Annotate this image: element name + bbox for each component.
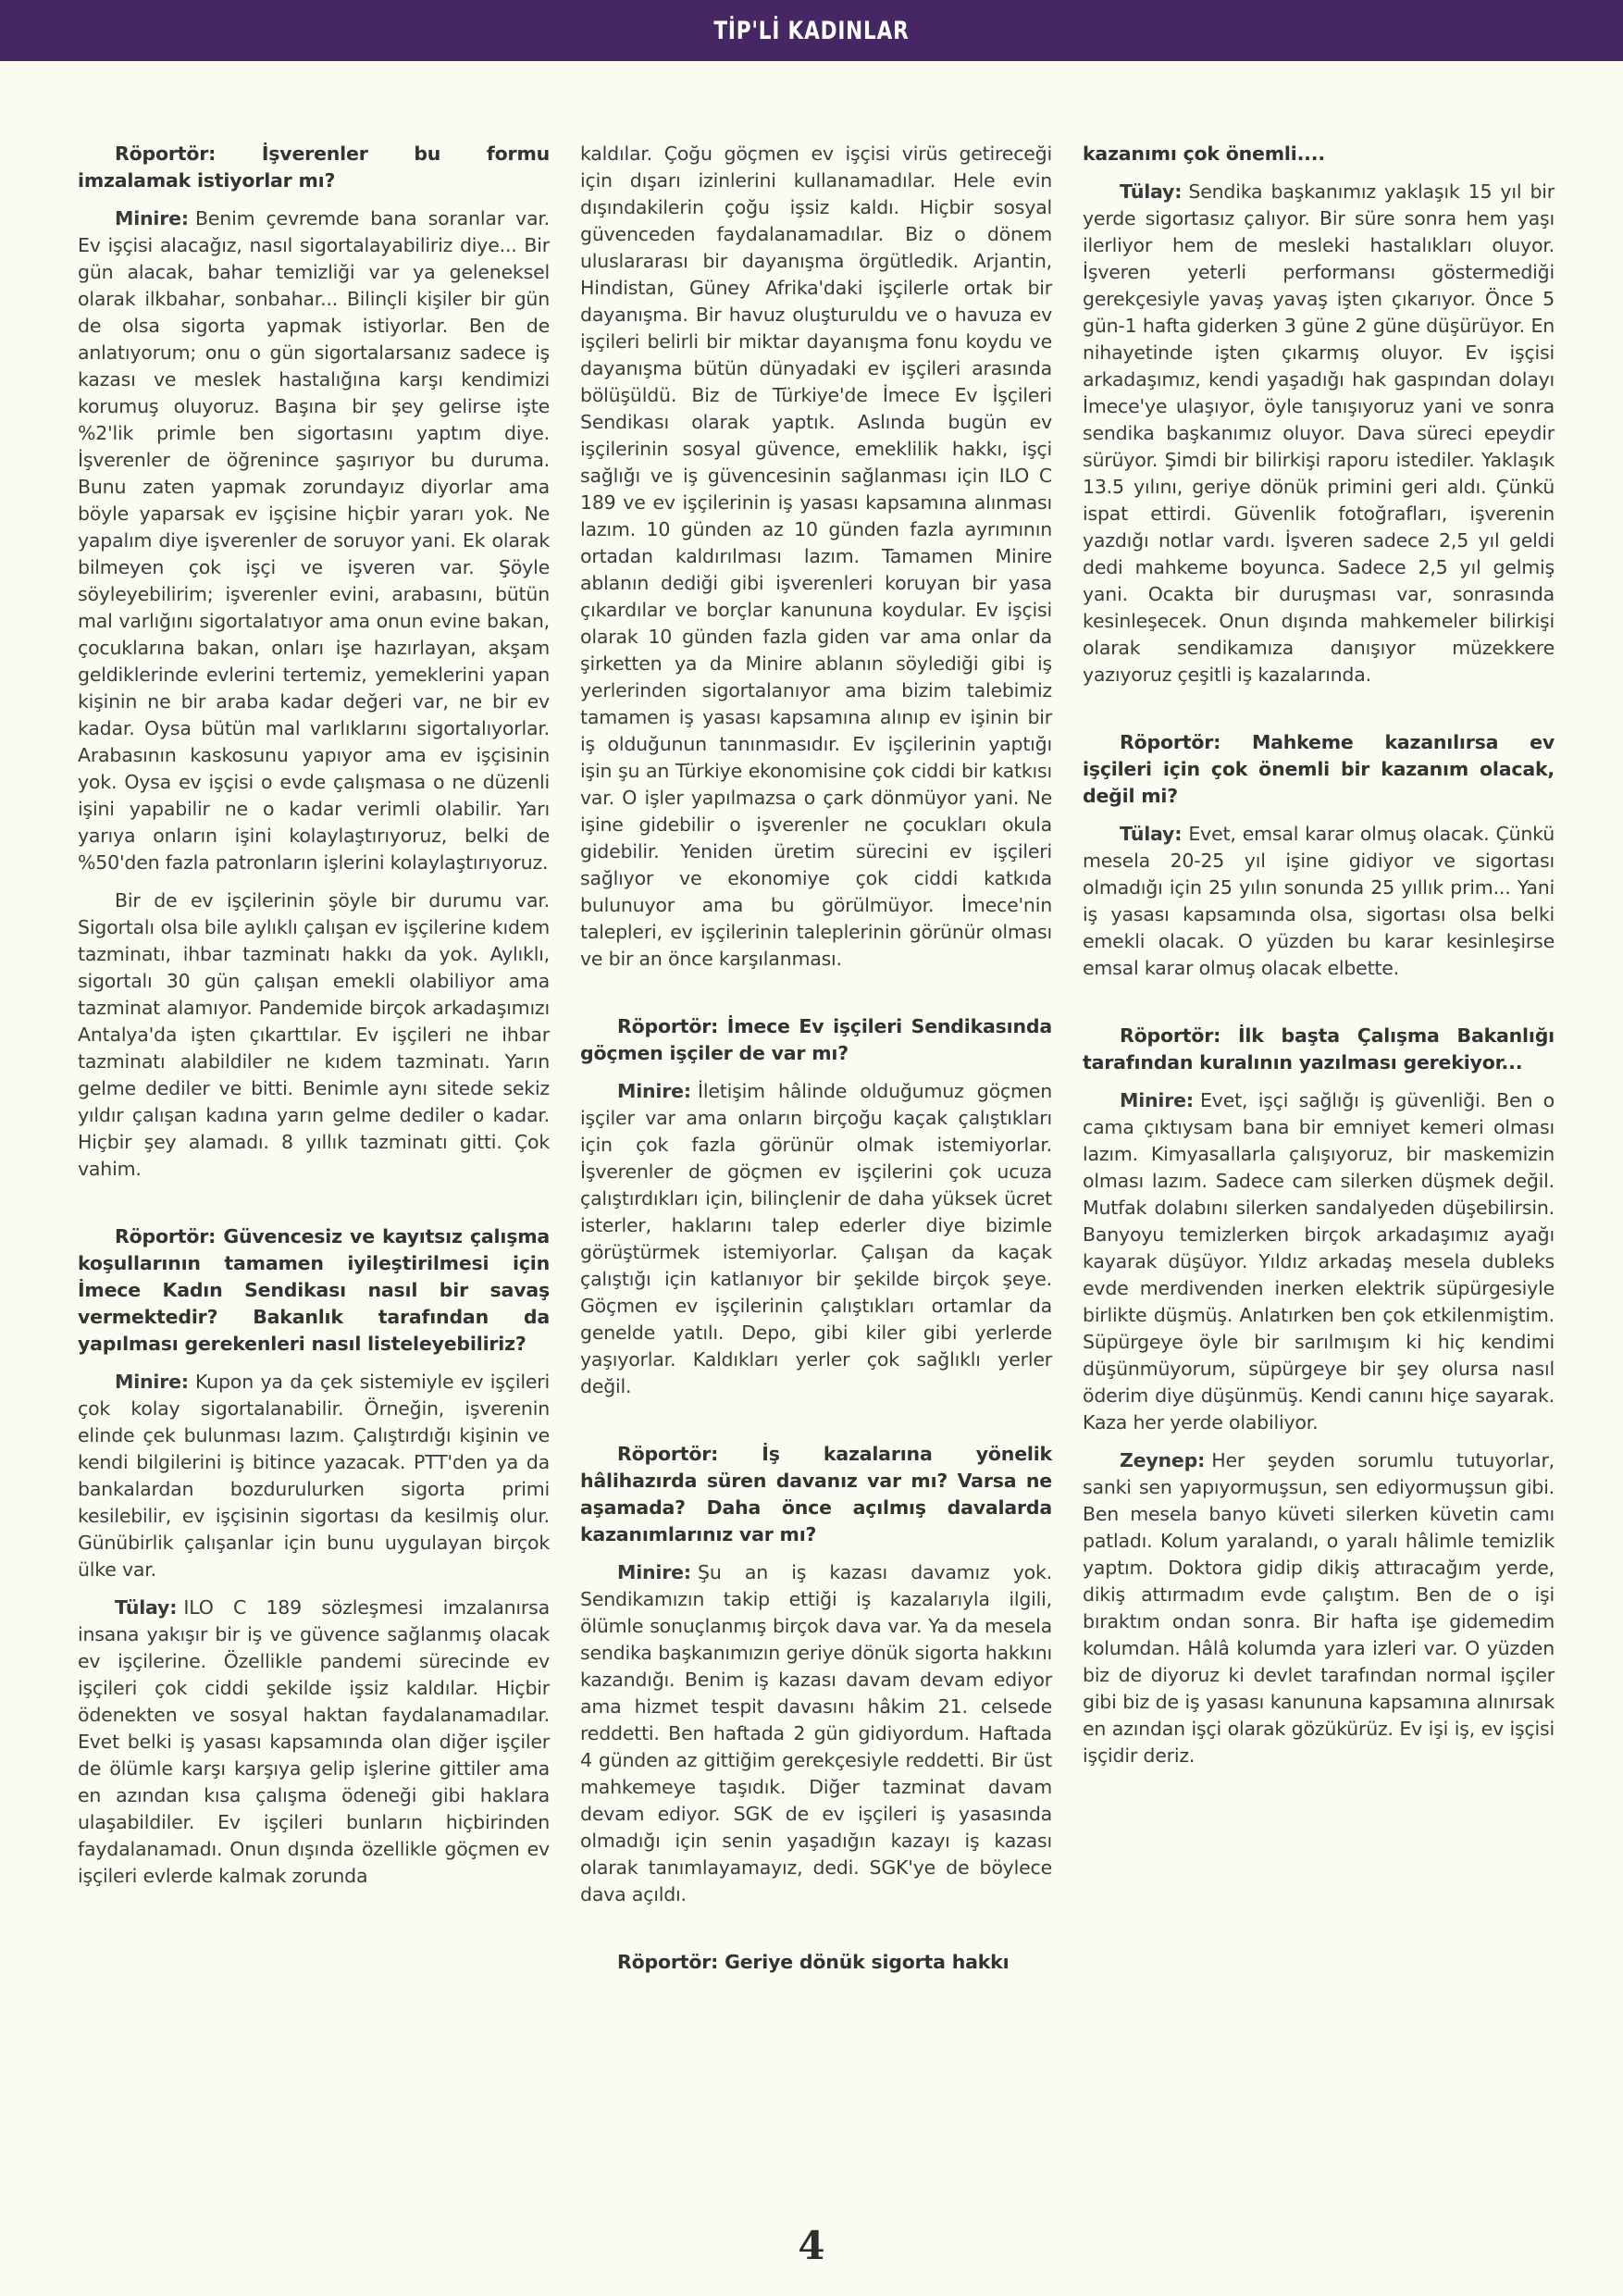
interview-question: Röportör: İmece Ev işçileri Sendikasında göçmen işçiler de var mı? — [580, 1015, 1052, 1064]
speaker-name: Minire: — [617, 1080, 691, 1102]
speaker-name: Minire: — [115, 207, 189, 230]
page-title: TİP'Lİ KADINLAR — [713, 16, 910, 45]
article-column-2 — [580, 141, 1052, 1987]
interview-answer — [580, 1559, 1052, 1908]
answer-continuation — [580, 141, 1052, 973]
page-number: 4 — [798, 2223, 825, 2268]
speaker-name: Minire: — [115, 1371, 189, 1393]
interview-answer — [78, 887, 550, 1183]
speaker-name: Minire: — [1120, 1089, 1194, 1111]
article-column-1 — [78, 141, 550, 1987]
speaker-name: Tülay: — [115, 1596, 178, 1619]
interview-answer — [1083, 1447, 1555, 1769]
answer-text: Her şeyden sorumlu tutuyorlar, sanki sen yapıyormuşsun, sen ediyormuşsun gibi. Ben mesela banyo küveti silerken küvetin camı patladı. Kolum yaralandı, o yaralı hâlimle temizlik yaptım. Doktora gidip dikiş attıracağım yerde, dikiş attırmadım evde çalıştım. Ben de o işi bıraktım ondan sonra. Bir hafta işe gidemedim kolumdan. Hâlâ kolumda yara izleri var. O yüzden biz de diyoruz ki devlet tarafından normal işçiler gibi biz de iş yasası kanununa kapsamına alınırsak en azından işçi olarak gözükürüz. Ev işi iş, ev işçisi işçidir deriz. — [1083, 1449, 1555, 1767]
answer-text: kaldılar. Çoğu göçmen ev işçisi virüs getireceği için dışarı izinlerini kullanamadılar. Hele evin dışındakilerin çoğu işsiz kaldı. Hiçbir sosyal güvenceden faydalanamadılar. Biz o dönem uluslararası bir dayanışma örgütledik. Arjantin, Hindistan, Güney Afrika'daki işçilerle ortak bir dayanışma. Bir havuz oluşturuldu ve o havuza ev işçileri belirli bir miktar dayanışma fonu koydu ve dayanışma bütün dünyadaki ev işçileri arasında bölüşüldü. Biz de Türkiye'de İmece Ev İşçileri Sendikası olarak yaptık. Aslında bugün ev işçilerinin sosyal güvence, emeklilik hakkı, işçi sağlığı ve iş güvencesinin sağlanması için ILO C 189 ve ev işçilerinin iş yasası kapsamına alınması lazım. 10 günden az 10 günden fazla ayrımının ortadan kaldırılması lazım. Tamamen Minire ablanın dediği gibi işverenleri koruyan bir yasa çıkardılar ve borçlar kanununa koydular. Ev işçisi olarak 10 günden fazla giden var ama onlar da şirketten ya da Minire ablanın söylediği gibi iş yerlerinden sigortalanıyor ama bizim talebimiz tamamen iş yasası kapsamına alınıp ev işinin bir iş olduğunun tanınmasıdır. Ev işçilerinin yaptığı işin şu an Türkiye ekonomisine çok ciddi bir katkısı var. O işler yapılmazsa o çark dönmüyor yani. Ne işine gidebilir o işverenler ne çocukları okula gidebilir. Yeniden üretim sürecini ev işçileri sağlıyor ve ekonomiye çok ciddi katkıda bulunuyor ama bu görülmüyor. İmece'nin talepleri, ev işçilerinin taleplerinin görünür olması ve bir an önce karşılanması. — [580, 143, 1052, 970]
interview-question: Röportör: İlk başta Çalışma Bakanlığı tarafından kuralının yazılması gerekiyor... — [1083, 1024, 1555, 1074]
interview-question: Röportör: Güvencesiz ve kayıtsız çalışma koşullarının tamamen iyileştirilmesi için İmece Kadın Sendikası nasıl bir savaş vermektedir? Bakanlık tarafından da yapılması gerekenleri nasıl listeleyebiliriz? — [78, 1225, 550, 1355]
speaker-name: Tülay: — [1120, 180, 1183, 203]
interview-answer — [1083, 821, 1555, 982]
interview-answer — [78, 205, 550, 876]
speaker-name: Tülay: — [1120, 823, 1183, 845]
interview-answer — [78, 1369, 550, 1583]
answer-text: İletişim hâlinde olduğumuz göçmen işçiler var ama onların birçoğu kaçak çalıştıkları için çok fazla görünür olmak istemiyorlar. İşverenler de göçmen ev işçilerini çok ucuza çalıştırdıkları için, bilinçlenir de daha yüksek ücret isterler, haklarını talep ederler diye bizimle görüştürmek istemiyorlar. Çalışan da kaçak çalıştığı için katlanıyor bir şekilde birçok şeye. Göçmen ev işçilerinin çalıştıkları ortamlar da genelde yatılı. Depo, gibi kiler gibi yerlerde yaşıyorlar. Kaldıkları yerler çok sağlıklı yerler değil. — [580, 1080, 1052, 1397]
speaker-name: Zeynep: — [1120, 1449, 1206, 1471]
answer-text: Benim çevremde bana soranlar var. Ev işçisi alacağız, nasıl sigortalayabiliriz diye... Bir gün alacak, bahar temizliği var ya geleneksel olarak ilkbahar, sonbahar... Bilinçli kişiler bir gün de olsa sigorta yapmak istiyorlar. Ben de anlatıyorum; onu o gün sigortalarsanız sadece iş kazası ve meslek hastalığına karşı kendimizi korumuş oluyoruz. Başına bir şey gelirse işte %2'lik primle ben sigortasını yaptım diye. İşverenler de öğrenince şaşırıyor bu duruma. Bunu zaten yapmak zorundayız diyorlar ama böyle yaparsak ev işçisine hiçbir yararı yok. Ne yapalım diye işverenler de soruyor yani. Ek olarak bilmeyen çok işçi ve işveren var. Şöyle söyleyebilirim; işverenler evini, arabasını, bütün mal varlığını sigortalatıyor ama onun evine bakan, çocuklarına bakan, onları işe hazırlayan, akşam geldiklerinde evlerini tertemiz, yemeklerini yapan kişinin ne bir araba kadar değeri var, ne bir ev kadar. Oysa bütün mal varlıklarını sigortalıyorlar. Arabasının kaskosunu yapıyor ama ev işçisinin yok. Oysa ev işçisi o evde çalışmasa o ne düzenli işini yapabilir ne o kadar verimli olabilir. Yarı yarıya onların işini kolaylaştırıyoruz, belki de %50'den fazla patronların işlerini kolaylaştırıyoruz. — [78, 207, 550, 874]
answer-text: Evet, emsal karar olmuş olacak. Çünkü mesela 20-25 yıl işine gidiyor ve sigortası olmadığı için 25 yılın sonunda 25 yıllık prim... Yani iş yasası kapsamında olsa, sigortası olsa belki emekli olacak. O yüzden bu karar kesinleşirse emsal karar olmuş olacak elbette. — [1083, 823, 1555, 979]
header-banner — [0, 0, 1623, 61]
answer-text: Kupon ya da çek sistemiyle ev işçileri çok kolay sigortalanabilir. Örneğin, işverenin elinde çek bulunması lazım. Çalıştırdığı kişinin ve kendi bilgilerini iş bitince yazacak. PTT'den ya da bankalardan bozdurulurken sigorta primi kesilebilir, ev işçisinin sigortası da kesilmiş olur. Günübirlik çalışanlar için bunu uygulayan birçok ülke var. — [78, 1371, 550, 1581]
answer-text: Evet, işçi sağlığı iş güvenliği. Ben o cama çıktıysam bana bir emniyet kemeri olması lazım. Kimyasallarla çalışıyoruz, bir maskemizin olması lazım. Sadece cam silerken düşmek değil. Mutfak dolabını silerken sandalyeden düşebilirsin. Banyoyu temizlerken birçok arkadaşımız ayağı kayarak düşüyor. Yıldız arkadaş mesela dubleks evde merdivenden inerken elektrik süpürgesiyle birlikte düşmüş. Anlatırken ben çok etkilenmiştim. Süpürgeye öyle bir sarılmışım ki hiç kendimi düşünmüyorum, süpürgeye bir şey olursa nasıl öderim diye düşünmüş. Kendi canını hiçe sayarak. Kaza her yerde olabiliyor. — [1083, 1089, 1555, 1433]
answer-text: Bir de ev işçilerinin şöyle bir durumu var. Sigortalı olsa bile aylıklı çalışan ev işçilerine kıdem tazminatı, ihbar tazminatı hakkı da yok. Aylıklı, sigortalı 30 gün çalışan emekli olabiliyor ama tazminat alamıyor. Pandemide birçok arkadaşımızı Antalya'da işten çıkarttılar. Ev işçileri ne ihbar tazminatı alabildiler ne kıdem tazminatı. Yarın gelme dediler ve bitti. Benimle aynı sitede sekiz yıldır çalışan kadına yarın gelme dediler o kadar. Hiçbir şey alamadı. 8 yıllık tazminatı gitti. Çok vahim. — [78, 889, 550, 1180]
interview-question: Röportör: Mahkeme kazanılırsa ev işçileri için çok önemli bir kazanım olacak, değil mi? — [1083, 731, 1555, 807]
interview-question: Röportör: İş kazalarına yönelik hâlihazırda süren davanız var mı? Varsa ne aşamada? Daha önce açılmış davalarda kazanımlarınız var mı? — [580, 1443, 1052, 1545]
interview-answer — [1083, 1087, 1555, 1436]
answer-text: ILO C 189 sözleşmesi imzalanırsa insana yakışır bir iş ve güvence sağlanmış olacak ev işçilerine. Özellikle pandemi sürecinde ev işçileri çok ciddi şekilde işsiz kaldılar. Hiçbir ödenekten ve sosyal haktan faydalanamadılar. Evet belki iş yasası kapsamında olan diğer işçiler de ölümle karşı karşıya gelip işlerine gittiler ama en azından kısa çalışma ödeneği gibi haklara ulaşabildiler. Ev işçileri bunların hiçbirinden faydalanamadı. Onun dışında özellikle göçmen ev işçileri evlerde kalmak zorunda — [78, 1596, 550, 1887]
interview-question: Röportör: Geriye dönük sigorta hakkı — [617, 1951, 1010, 1973]
answer-text: Sendika başkanımız yaklaşık 15 yıl bir yerde sigortasız çalıyor. Bir süre sonra hem yaşı ilerliyor hem de mesleki hastalıkları oluyor. İşveren yeterli performansı göstermediği gerekçesiyle yavaş yavaş işten çıkarıyor. Önce 5 gün-1 hafta giderken 3 güne 2 güne düşürüyor. En nihayetinde işten çıkarmış oluyor. Ev işçisi arkadaşımız, kendi yaşadığı hak gaspından dolayı İmece'ye ulaşıyor, öyle tanışıyoruz yani ve sonra sendika başkanımız oluyor. Dava süreci epeydir sürüyor. Şimdi bir bilirkişi raporu istediler. Yaklaşık 13.5 yılını, geriye dönük primini geri aldı. Çünkü ispat ettirdi. Güvenlik fotoğrafları, işverenin yazdığı notlar vardı. İşveren sadece 2,5 yıl geldi dedi mahkeme boyunca. Sadece 2,5 yıl gelmiş yani. Ocakta bir duruşması var, sonrasında kesinleşecek. Onun dışında mahkemeler bilirkişi olarak sendikamıza danışıyor müzekkere yazıyoruz çeşitli iş kazalarında. — [1083, 180, 1555, 686]
interview-answer — [78, 1595, 550, 1890]
article-body — [0, 61, 1623, 1987]
article-column-3 — [1083, 141, 1555, 1987]
answer-text: Şu an iş kazası davamız yok. Sendikamızın takip ettiği iş kazalarıyla ilgili, ölümle sonuçlanmış birçok dava var. Ya da mesela sendika başkanımızın geriye dönük sigorta hakkını kazandığı. Benim iş kazası davam devam ediyor ama hizmet tespit davasını hâkim 21. celsede reddetti. Ben haftada 2 gün gidiyordum. Haftada 4 günden az gittiğim gerekçesiyle reddetti. Bir üst mahkemeye taşıdık. Diğer tazminat davam devam ediyor. SGK de ev işçileri iş yasasında olmadığı için senin yaşadığın kazayı iş kazası olarak tanımlayamayız, dedi. SGK'ye de böylece dava açıldı. — [580, 1561, 1052, 1905]
interview-answer — [580, 1078, 1052, 1400]
question-continuation: kazanımı çok önemli.... — [1083, 143, 1325, 165]
interview-answer — [1083, 179, 1555, 689]
speaker-name: Minire: — [617, 1561, 691, 1583]
interview-question: Röportör: İşverenler bu formu imzalamak istiyorlar mı? — [78, 143, 550, 192]
